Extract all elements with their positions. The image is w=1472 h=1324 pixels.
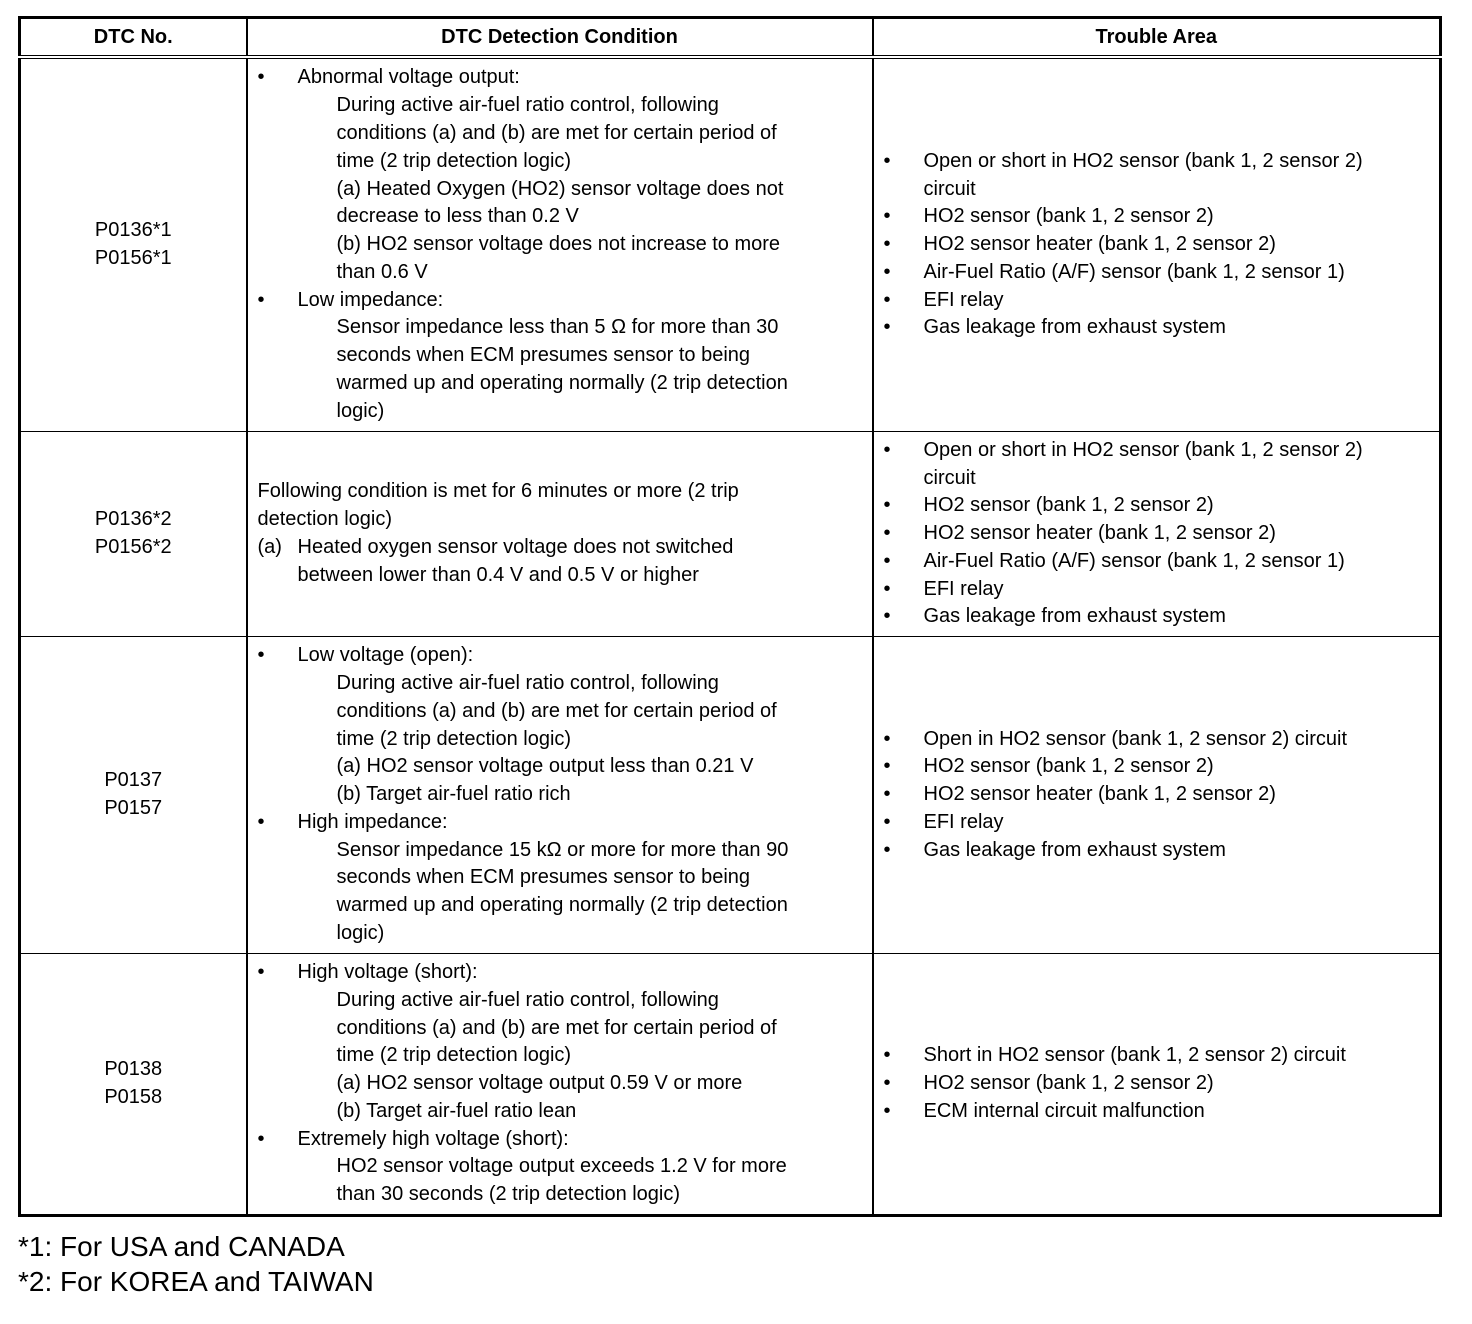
text-line: HO2 sensor voltage output exceeds 1.2 V for more — [336, 1155, 787, 1178]
bullet-marker: • — [883, 316, 891, 339]
dtc-codes-cell — [20, 57, 247, 432]
text-line: Following condition is met for 6 minutes or more (2 trip — [257, 480, 739, 503]
text-line: between lower than 0.4 V and 0.5 V or higher — [297, 563, 699, 586]
trouble-item — [884, 437, 1430, 493]
condition-bullet — [258, 959, 862, 987]
dtc-codes-cell — [20, 637, 247, 954]
trouble-item — [884, 203, 1430, 231]
bullet-marker: • — [883, 755, 891, 778]
text-line: (b) Target air-fuel ratio rich — [336, 783, 571, 806]
text-line: seconds when ECM presumes sensor to being — [336, 866, 751, 889]
text-line: decrease to less than 0.2 V — [336, 205, 579, 228]
condition-bullet — [258, 642, 862, 670]
trouble-item — [884, 1070, 1430, 1098]
text-line: ECM internal circuit malfunction — [923, 1099, 1205, 1122]
condition-detail — [258, 670, 862, 809]
bullet-marker: • — [883, 783, 891, 806]
bullet-label: Low voltage (open): — [297, 644, 474, 667]
text-line: Gas leakage from exhaust system — [923, 838, 1226, 861]
bullet-label: High impedance: — [297, 810, 448, 833]
dtc-code: P0156*2 — [94, 536, 172, 558]
trouble-item — [884, 520, 1430, 548]
bullet-marker: • — [257, 810, 265, 833]
condition-sub-item — [258, 534, 862, 590]
trouble-item — [884, 314, 1430, 342]
bullet-marker: • — [883, 1099, 891, 1122]
text-line: Air-Fuel Ratio (A/F) sensor (bank 1, 2 sensor 1) — [923, 260, 1345, 283]
text-line: detection logic) — [257, 508, 393, 531]
bullet-label: Low impedance: — [297, 288, 444, 311]
trouble-item — [884, 548, 1430, 576]
dtc-codes-cell — [20, 432, 247, 637]
text-line: Gas leakage from exhaust system — [923, 316, 1226, 339]
dtc-code: P0138 — [104, 1058, 163, 1081]
trouble-item — [884, 837, 1430, 865]
condition-detail — [258, 987, 862, 1126]
trouble-area-cell — [873, 432, 1441, 637]
bullet-label: Extremely high voltage (short): — [297, 1127, 569, 1150]
bullet-marker: • — [883, 288, 891, 311]
condition-detail — [258, 314, 862, 425]
text-line: logic) — [336, 399, 385, 422]
bullet-marker: • — [883, 522, 891, 545]
text-line: (b) Target air-fuel ratio lean — [336, 1099, 577, 1122]
dtc-code: P0156*1 — [94, 247, 172, 269]
dtc-code: P0157 — [104, 797, 163, 819]
trouble-area-cell — [873, 954, 1441, 1216]
bullet-marker: • — [257, 288, 265, 311]
text-line: During active air-fuel ratio control, following — [336, 671, 719, 694]
bullet-label: High voltage (short): — [297, 960, 478, 983]
detection-condition-cell — [247, 57, 873, 432]
text-line: Open or short in HO2 sensor (bank 1, 2 sensor 2) — [923, 149, 1363, 172]
text-line: Sensor impedance 15 kΩ or more for more than 90 — [336, 838, 789, 861]
text-line: warmed up and operating normally (2 trip detection — [336, 372, 788, 395]
bullet-marker: • — [257, 960, 265, 983]
header-dtc-no: DTC No. — [20, 18, 247, 58]
bullet-marker: • — [883, 605, 891, 628]
sub-item-marker: (a) — [257, 536, 282, 558]
bullet-marker: • — [883, 810, 891, 833]
bullet-marker: • — [883, 727, 891, 750]
text-line: Short in HO2 sensor (bank 1, 2 sensor 2) circuit — [923, 1044, 1346, 1067]
condition-detail — [258, 837, 862, 948]
text-line: time (2 trip detection logic) — [336, 149, 572, 172]
trouble-item — [884, 231, 1430, 259]
condition-bullet — [258, 1126, 862, 1154]
text-line: (a) HO2 sensor voltage output 0.59 V or more — [336, 1072, 743, 1095]
text-line: (a) Heated Oxygen (HO2) sensor voltage does not — [336, 177, 784, 200]
trouble-item — [884, 492, 1430, 520]
bullet-marker: • — [883, 838, 891, 861]
text-line: (a) HO2 sensor voltage output less than 0.21 V — [336, 755, 754, 778]
text-line: (b) HO2 sensor voltage does not increase to more — [336, 233, 781, 256]
trouble-item — [884, 1042, 1430, 1070]
trouble-area-cell — [873, 637, 1441, 954]
text-line: HO2 sensor heater (bank 1, 2 sensor 2) — [923, 233, 1276, 256]
text-line: logic) — [336, 922, 385, 945]
trouble-item — [884, 726, 1430, 754]
text-line: HO2 sensor (bank 1, 2 sensor 2) — [923, 755, 1214, 778]
text-line: Air-Fuel Ratio (A/F) sensor (bank 1, 2 sensor 1) — [923, 549, 1345, 572]
text-line: than 0.6 V — [336, 260, 428, 283]
text-line: circuit — [923, 177, 976, 200]
text-line: EFI relay — [923, 577, 1004, 600]
text-line: than 30 seconds (2 trip detection logic) — [336, 1183, 681, 1206]
table-row — [20, 954, 1441, 1216]
text-line: time (2 trip detection logic) — [336, 1044, 572, 1067]
text-line: HO2 sensor heater (bank 1, 2 sensor 2) — [923, 522, 1276, 545]
table-row — [20, 637, 1441, 954]
text-line: time (2 trip detection logic) — [336, 727, 572, 750]
text-line: EFI relay — [923, 810, 1004, 833]
trouble-item — [884, 576, 1430, 604]
trouble-item — [884, 148, 1430, 204]
dtc-code: P0137 — [104, 769, 163, 792]
trouble-item — [884, 753, 1430, 781]
footnote: *1: For USA and CANADA — [18, 1231, 345, 1262]
footnote: *2: For KOREA and TAIWAN — [18, 1266, 374, 1297]
text-line: conditions (a) and (b) are met for certain period of — [336, 1016, 777, 1039]
header-trouble-area: Trouble Area — [873, 18, 1441, 58]
text-line: EFI relay — [923, 288, 1004, 311]
text-line: HO2 sensor (bank 1, 2 sensor 2) — [923, 205, 1214, 228]
text-line: During active air-fuel ratio control, following — [336, 988, 719, 1011]
table-row — [20, 57, 1441, 432]
condition-bullet — [258, 64, 862, 92]
dtc-code: P0136*1 — [94, 219, 172, 242]
bullet-marker: • — [257, 1127, 265, 1150]
text-line: Open or short in HO2 sensor (bank 1, 2 sensor 2) — [923, 438, 1363, 461]
detection-condition-cell — [247, 432, 873, 637]
bullet-marker: • — [257, 66, 265, 89]
text-line: Heated oxygen sensor voltage does not switched — [297, 536, 734, 558]
text-line: conditions (a) and (b) are met for certain period of — [336, 699, 777, 722]
condition-bullet — [258, 809, 862, 837]
text-line: HO2 sensor heater (bank 1, 2 sensor 2) — [923, 783, 1276, 806]
text-line: HO2 sensor (bank 1, 2 sensor 2) — [923, 1072, 1214, 1095]
text-line: During active air-fuel ratio control, following — [336, 94, 719, 117]
text-line: Sensor impedance less than 5 Ω for more than 30 — [336, 316, 779, 339]
trouble-item — [884, 809, 1430, 837]
trouble-item — [884, 603, 1430, 631]
dtc-code: P0136*2 — [94, 508, 172, 531]
bullet-marker: • — [883, 205, 891, 228]
text-line: warmed up and operating normally (2 trip detection — [336, 894, 788, 917]
table-row — [20, 432, 1441, 637]
bullet-marker: • — [257, 644, 265, 667]
dtc-codes-cell — [20, 954, 247, 1216]
table-header-row — [20, 18, 1441, 58]
bullet-marker: • — [883, 438, 891, 461]
condition-detail — [258, 1153, 862, 1209]
bullet-marker: • — [883, 494, 891, 517]
text-line: Gas leakage from exhaust system — [923, 605, 1226, 628]
dtc-table — [18, 16, 1442, 1217]
trouble-area-cell — [873, 57, 1441, 432]
bullet-marker: • — [883, 233, 891, 256]
text-line: seconds when ECM presumes sensor to being — [336, 344, 751, 367]
detection-condition-cell — [247, 637, 873, 954]
condition-bullet — [258, 287, 862, 315]
trouble-item — [884, 1098, 1430, 1126]
text-line: circuit — [923, 466, 976, 489]
bullet-label: Abnormal voltage output: — [297, 66, 520, 89]
trouble-item — [884, 287, 1430, 315]
bullet-marker: • — [883, 577, 891, 600]
bullet-marker: • — [883, 1044, 891, 1067]
text-line: Open in HO2 sensor (bank 1, 2 sensor 2) circuit — [923, 727, 1348, 750]
footnotes — [18, 1229, 374, 1299]
header-detection-condition: DTC Detection Condition — [247, 18, 873, 58]
trouble-item — [884, 259, 1430, 287]
trouble-item — [884, 781, 1430, 809]
bullet-marker: • — [883, 1072, 891, 1095]
text-line: HO2 sensor (bank 1, 2 sensor 2) — [923, 494, 1214, 517]
detection-condition-cell — [247, 954, 873, 1216]
dtc-code: P0158 — [104, 1086, 163, 1108]
bullet-marker: • — [883, 549, 891, 572]
condition-detail — [258, 92, 862, 287]
text-line: conditions (a) and (b) are met for certain period of — [336, 121, 777, 144]
bullet-marker: • — [883, 260, 891, 283]
bullet-marker: • — [883, 149, 891, 172]
